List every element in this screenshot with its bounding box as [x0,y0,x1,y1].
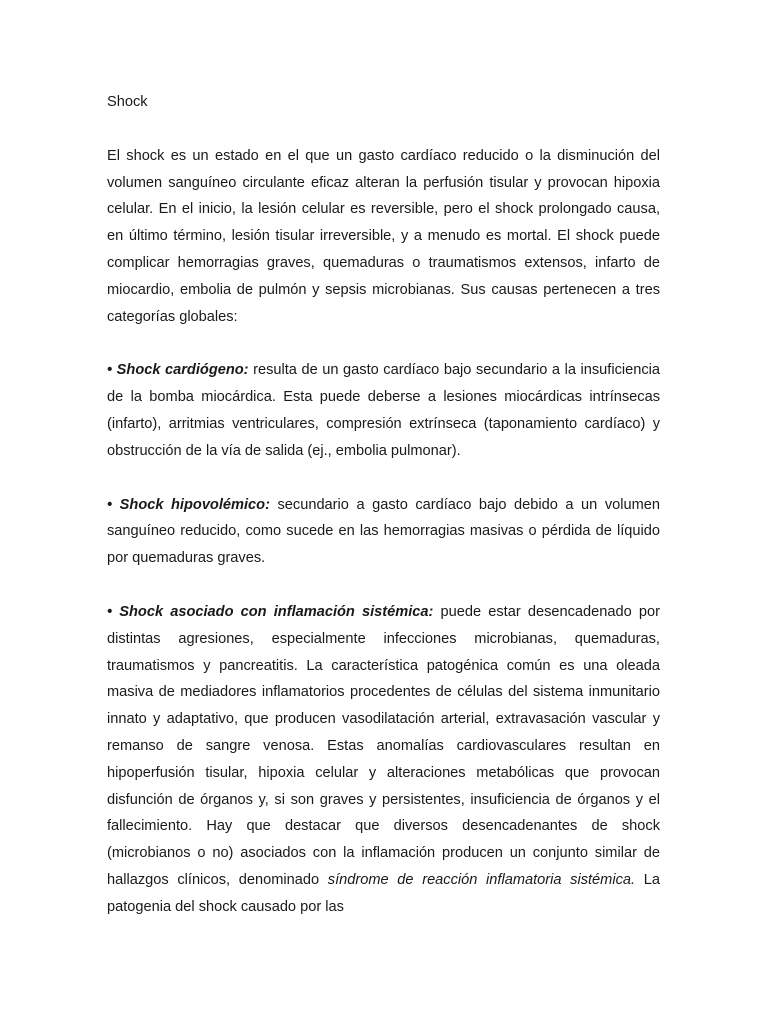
document-body [107,89,660,948]
section-emphasis: síndrome de reacción inflamatoria sistémica. [327,871,636,888]
intro-paragraph: El shock es un estado en el que un gasto cardíaco reducido o la disminución del volumen sanguíneo circulante eficaz alteran la perfusión tisular y provocan hipoxia celular. En el inicio, la lesión celular es reversible, pero el shock prolongado causa, en último término, lesión tisular irreversible, y a menudo es mortal. El shock puede complicar hemorragias graves, quemaduras o traumatismos extensos, infarto de miocardio, embolia de pulmón y sepsis microbianas. Sus causas pertenecen a tres categorías globales: [107,147,660,325]
section-inflammation [107,599,660,921]
bullet-symbol: • [107,362,113,379]
section-text: secundario a gasto cardíaco bajo debido a un volumen sanguíneo reducido, como sucede en las hemorragias masivas o pérdida de líquido por quemaduras graves. [107,496,661,567]
section-tail: La patogenia del shock causado por las [107,871,660,915]
bullet-symbol: • [107,496,113,513]
section-text: puede estar desencadenado por distintas agresiones, especialmente infecciones microbianas, quemaduras, traumatismos y pancreatitis. La característica patogénica común es una oleada masiva de mediadores inflamatorios procedentes de células del sistema inmunitario innato y adaptativo, que producen vasodilatación arterial, extravasación vascular y remanso de sangre venosa. Estas anomalías cardiovasculares resultan en hipoperfusión tisular, hipoxia celular y alteraciones metabólicas que provocan disfunción de órganos y, si son graves y persistentes, insuficiencia de órganos y el fallecimiento. Hay que destacar que diversos desencadenantes de shock (microbianos o no) asociados con la inflamación producen un conjunto similar de hallazgos clínicos, denominado [107,603,660,888]
bullet-symbol: • [107,603,113,620]
section-hypovolemic [107,492,660,572]
section-cardiogenic [107,357,660,464]
document-title: Shock [107,94,148,110]
section-term: Shock asociado con inflamación sistémica: [119,603,434,620]
section-term: Shock cardiógeno: [116,362,249,379]
section-text: resulta de un gasto cardíaco bajo secundario a la insuficiencia de la bomba miocárdica. Esta puede deberse a lesiones miocárdicas intrínsecas (infarto), arritmias ventriculares, compresión extrínseca (taponamiento cardíaco) y obstrucción de la vía de salida (ej., embolia pulmonar). [107,362,660,459]
section-term: Shock hipovolémico: [119,496,270,513]
